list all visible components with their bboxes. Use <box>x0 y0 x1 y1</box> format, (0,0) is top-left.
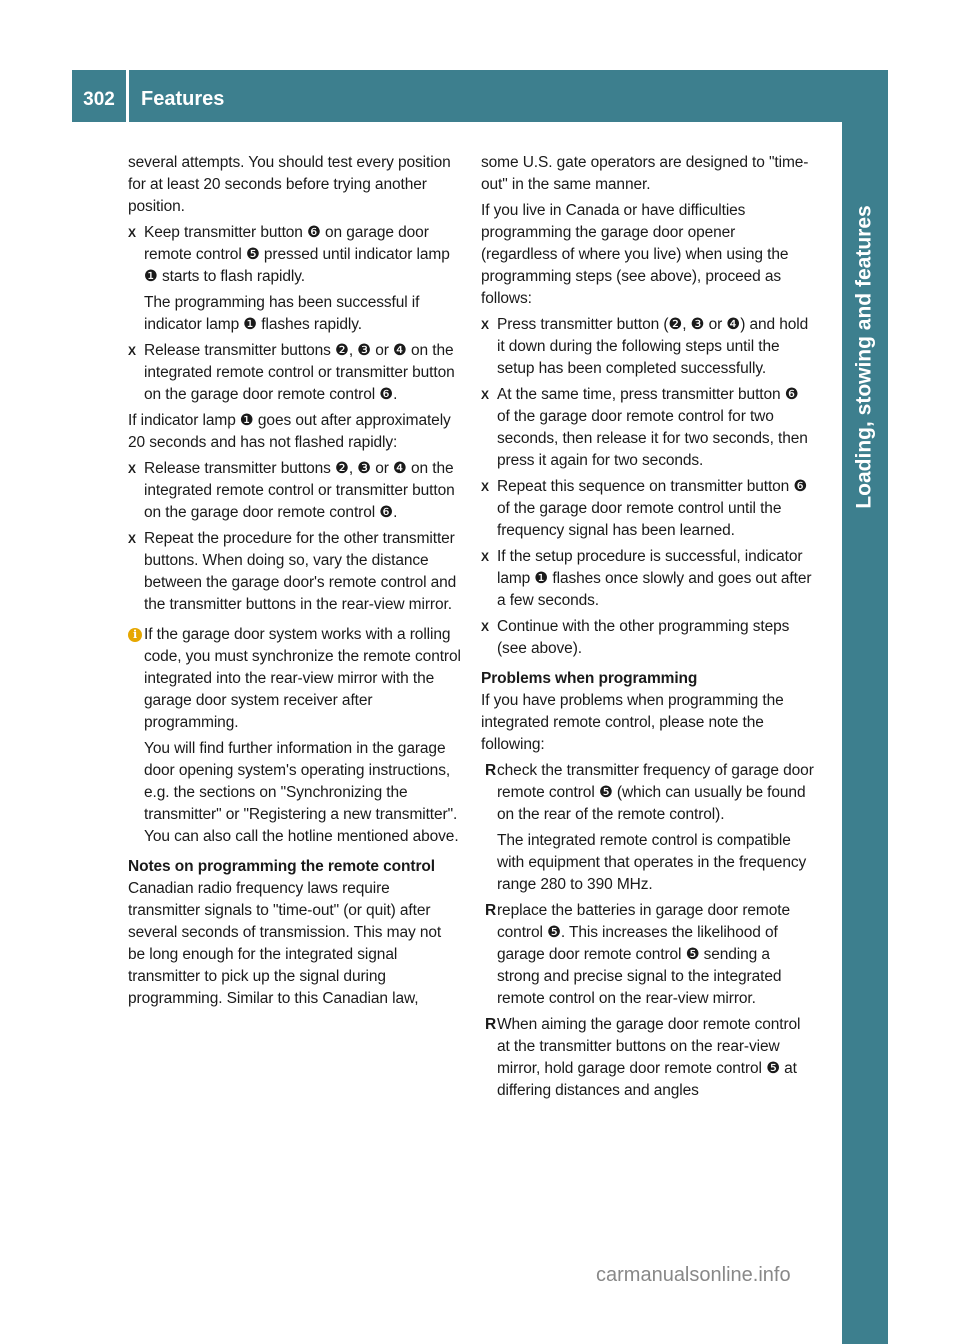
paragraph: Canadian radio frequency laws require transmitter signals to "time-out" (or quit) after several seconds of transmission. This may not be long enough for the integrated signal transmitter to pick up the signal during programming. Similar to this Canadian law, <box>128 880 442 1007</box>
step-text: Continue with the other programming steps (see above). <box>497 618 790 657</box>
step-marker-icon: X <box>128 344 136 358</box>
instruction-step <box>481 384 815 472</box>
right-column <box>481 152 815 1106</box>
step-text: Repeat the procedure for the other transmitter buttons. When doing so, vary the distance between the garage door's remote control and the transmitter buttons in the rear-view mirror. <box>144 530 457 613</box>
paragraph: If indicator lamp ❶ goes out after approximately 20 seconds and has not flashed rapidly: <box>128 412 451 451</box>
step-text: Release transmitter buttons ❷, ❸ or ❹ on the integrated remote control or transmitter button on the garage door remote control ❻. <box>144 460 455 521</box>
step-text: Press transmitter button (❷, ❸ or ❹) and hold it down during the following steps until the setup has been completed successfully. <box>497 316 809 377</box>
bullet-marker-icon: R <box>485 1016 497 1033</box>
step-text: Release transmitter buttons ❷, ❸ or ❹ on the integrated remote control or transmitter button on the garage door remote control ❻. <box>144 342 455 403</box>
header-divider <box>126 70 129 122</box>
bullet-marker-icon: R <box>485 902 497 919</box>
step-marker-icon: X <box>481 550 489 564</box>
info-text-continued: You will find further information in the garage door opening system's operating instructions, e.g. the sections on "Synchronizing the transmitter" or "Registering a new transmitter". You can also call the hotline mentioned above. <box>144 740 459 845</box>
info-note <box>128 624 462 734</box>
bullet-subtext: The integrated remote control is compatible with equipment that operates in the frequency range 280 to 390 MHz. <box>497 832 807 893</box>
instruction-step <box>481 546 815 612</box>
bullet-text: When aiming the garage door remote control at the transmitter buttons on the rear-view mirror, hold garage door remote control ❺ at differing distances and angles <box>497 1016 801 1099</box>
step-text: Keep transmitter button ❻ on garage door remote control ❺ pressed until indicator lamp ❶ starts to flash rapidly. <box>144 224 450 285</box>
paragraph: some U.S. gate operators are designed to "time-out" in the same manner. <box>481 154 809 193</box>
instruction-step <box>128 528 462 616</box>
step-result: The programming has been successful if indicator lamp ❶ flashes rapidly. <box>144 294 420 333</box>
bullet-text: replace the batteries in garage door remote control ❺. This increases the likelihood of garage door remote control ❺ sending a strong and precise signal to the integrated remote control on the rear-view mirror. <box>497 902 790 1007</box>
paragraph: If you have problems when programming the integrated remote control, please note the following: <box>481 692 784 753</box>
bullet-text: check the transmitter frequency of garage door remote control ❺ (which can usually be found on the rear of the remote control). <box>497 762 814 823</box>
bullet-item <box>481 900 815 1010</box>
instruction-step <box>128 340 462 406</box>
bullet-item <box>481 760 815 826</box>
page-title: Features <box>141 87 225 110</box>
step-marker-icon: X <box>481 620 489 634</box>
step-marker-icon: X <box>481 388 489 402</box>
instruction-step <box>481 314 815 380</box>
instruction-step <box>481 616 815 660</box>
step-marker-icon: X <box>128 226 136 240</box>
left-column <box>128 152 462 1014</box>
info-icon: i <box>128 628 142 642</box>
watermark: carmanualsonline.info <box>596 1264 791 1286</box>
instruction-step <box>481 476 815 542</box>
step-text: If the setup procedure is successful, indicator lamp ❶ flashes once slowly and goes out after a few seconds. <box>497 548 812 609</box>
step-marker-icon: X <box>128 462 136 476</box>
step-marker-icon: X <box>481 480 489 494</box>
instruction-step <box>128 222 462 288</box>
bullet-item <box>481 1014 815 1102</box>
bullet-marker-icon: R <box>485 762 497 779</box>
step-text: Repeat this sequence on transmitter button ❻ of the garage door remote control until the frequency signal has been learned. <box>497 478 808 539</box>
section-heading: Problems when programming <box>481 670 698 687</box>
step-marker-icon: X <box>481 318 489 332</box>
chapter-label: Loading, stowing and features <box>853 205 877 509</box>
instruction-step <box>128 458 462 524</box>
step-marker-icon: X <box>128 532 136 546</box>
paragraph: several attempts. You should test every position for at least 20 seconds before trying another position. <box>128 154 451 215</box>
side-tab-label-wrap <box>842 122 888 592</box>
info-text: If the garage door system works with a rolling code, you must synchronize the remote control integrated into the rear-view mirror with the garage door system receiver after programming. <box>144 626 461 731</box>
paragraph: If you live in Canada or have difficulties programming the garage door opener (regardless of where you live) when using the programming steps (see above), proceed as follows: <box>481 202 789 307</box>
section-heading: Notes on programming the remote control <box>128 858 435 875</box>
step-text: At the same time, press transmitter button ❻ of the garage door remote control for two seconds, then release it for two seconds, then press it again for two seconds. <box>497 386 808 469</box>
page-number: 302 <box>83 89 115 110</box>
